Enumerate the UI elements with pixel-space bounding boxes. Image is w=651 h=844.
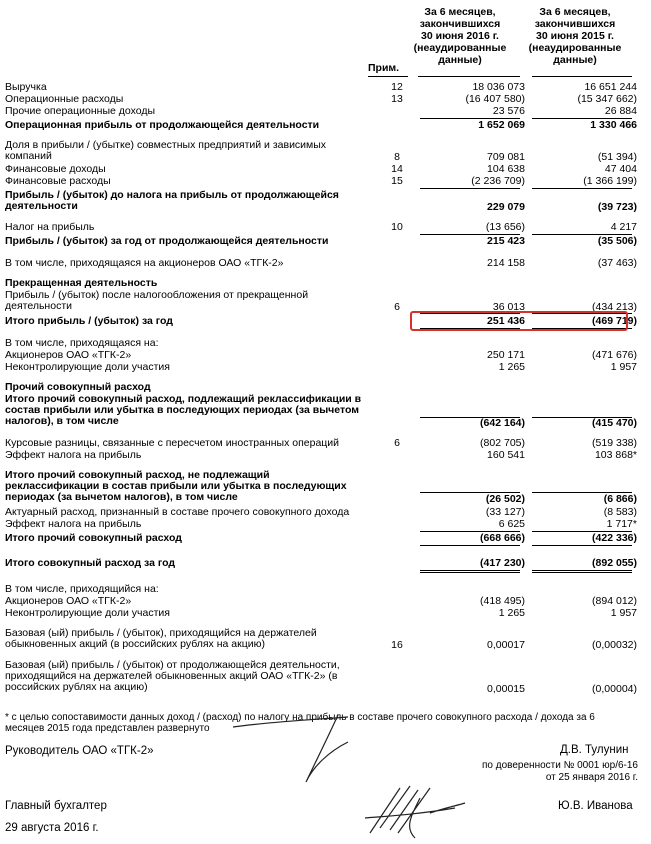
accountant-name: Ю.В. Иванова [558,800,633,812]
header-underline-note [368,76,408,77]
header-underline-col1 [418,76,520,77]
header-underline-col2 [532,76,632,77]
accountant-title: Главный бухгалтер [5,800,107,812]
highlight-box [410,311,628,331]
power-of-attorney-date: от 25 января 2016 г. [545,772,638,783]
power-of-attorney: по доверенности № 0001 юр/6-16 [482,760,638,771]
accountant-signature-icon [360,778,470,844]
column-header-2015: За 6 месяцев, закончившихся 30 июня 2015 г. (неаудированные данные) [528,6,622,66]
note-column-header: Прим. [368,62,400,74]
director-title: Руководитель ОАО «ТГК-2» [5,745,154,757]
column-header-2016: За 6 месяцев, закончившихся 30 июня 2016 г. (неаудированные данные) [413,6,507,66]
signature-date: 29 августа 2016 г. [5,822,99,834]
director-name: Д.В. Тулунин [560,744,629,756]
